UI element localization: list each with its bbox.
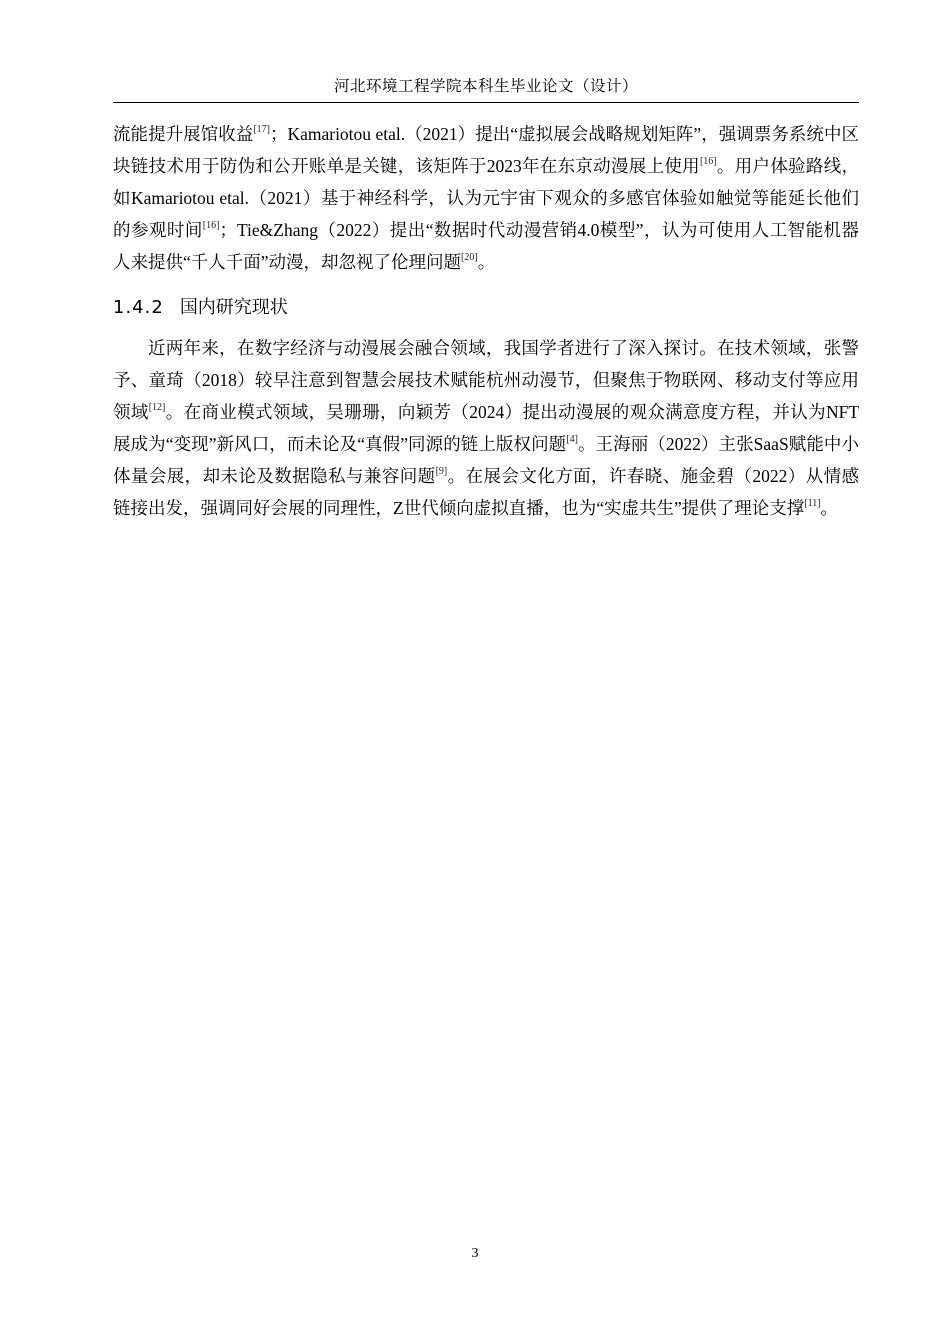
paragraph-text: 。 xyxy=(477,252,496,272)
paragraph-text: 近两年来，在数字经济与动漫展会融合领域，我国学者进行了深入探讨。在技术领域，张警予、童琦（2018）较早注意到智慧会展技术赋能杭州动漫节，但聚焦于物联网、移动支付等应用领域 xyxy=(113,338,859,422)
paragraph-text: 。用户体验路线，如Kamariotou etal.（2021）基于神经科学，认为元宇宙下观众的多感官体验如触觉等能延长他们的参观时间 xyxy=(113,156,860,240)
paragraph-text: 。在展会文化方面，许春晓、施金碧（2022）从情感链接出发，强调同好会展的同理性，Z世代倾向虚拟直播，也为“实虚共生”提供了理论支撑 xyxy=(113,466,860,518)
citation-ref: [9] xyxy=(435,466,448,477)
citation-ref: [20] xyxy=(461,252,478,263)
citation-ref: [11] xyxy=(804,498,821,509)
paragraph-text: 。王海丽（2022）主张SaaS赋能中小体量会展，却未论及数据隐私与兼容问题 xyxy=(113,434,859,486)
paragraph-text: ；Tie&Zhang（2022）提出“数据时代动漫营销4.0模型”，认为可使用人工智能机器人来提供“千人千面”动漫，却忽视了伦理问题 xyxy=(113,220,860,272)
body-paragraph-2 xyxy=(113,332,859,524)
page-header xyxy=(113,76,859,103)
section-heading xyxy=(113,293,859,323)
citation-ref: [17] xyxy=(253,124,270,135)
section-number: 1.4.2 xyxy=(113,297,164,318)
page-content xyxy=(113,118,859,524)
citation-ref: [16] xyxy=(202,220,220,231)
citation-ref: [12] xyxy=(148,402,166,413)
page-number: 3 xyxy=(471,1246,479,1261)
paragraph-text: 流能提升展馆收益 xyxy=(113,124,254,144)
citation-ref: [4] xyxy=(566,434,578,445)
header-title: 河北环境工程学院本科生毕业论文（设计） xyxy=(333,78,638,95)
paragraph-text: 。 xyxy=(820,498,839,518)
paragraph-text: ；Kamariotou etal.（2021）提出“虚拟展会战略规划矩阵”，强调票务系统中区块链技术用于防伪和公开账单是关键，该矩阵于2023年在东京动漫展上使用 xyxy=(113,124,859,176)
paragraph-text: 。在商业模式领域，吴珊珊，向颖芳（2024）提出动漫展的观众满意度方程，并认为NFT展成为“变现”新风口，而未论及“真假”同源的链上版权问题 xyxy=(113,402,860,454)
body-paragraph-1 xyxy=(113,118,859,278)
section-title: 国内研究现状 xyxy=(179,297,288,318)
citation-ref: [16] xyxy=(699,156,717,167)
